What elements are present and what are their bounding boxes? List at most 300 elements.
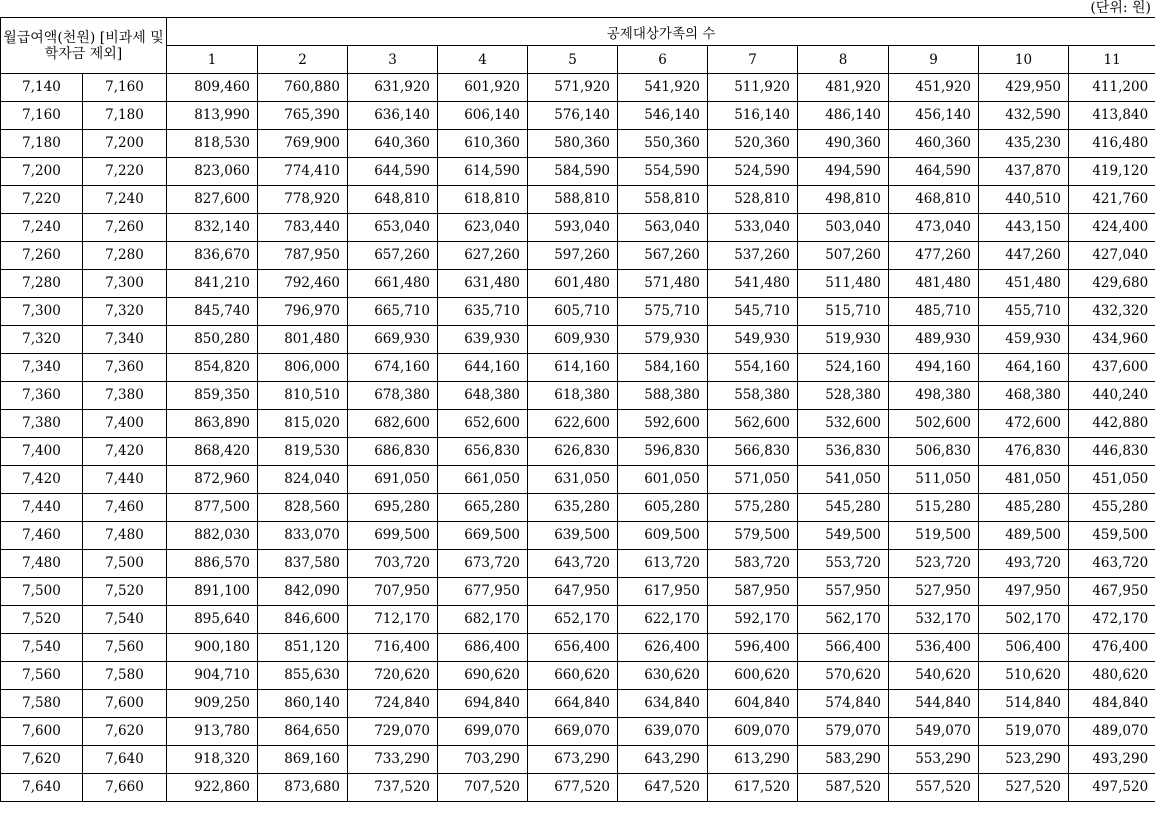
tax-amount-cell: 833,070 <box>258 522 348 550</box>
tax-amount-cell: 413,840 <box>1069 102 1155 130</box>
tax-amount-cell: 497,950 <box>979 578 1069 606</box>
tax-amount-cell: 511,480 <box>798 270 889 298</box>
tax-amount-cell: 864,650 <box>258 718 348 746</box>
tax-amount-cell: 562,600 <box>708 410 798 438</box>
tax-amount-cell: 519,500 <box>889 522 979 550</box>
tax-amount-cell: 643,290 <box>618 746 708 774</box>
tax-amount-cell: 836,670 <box>167 242 258 270</box>
tax-amount-cell: 605,710 <box>528 298 618 326</box>
tax-amount-cell: 467,950 <box>1069 578 1155 606</box>
tax-amount-cell: 455,280 <box>1069 494 1155 522</box>
tax-amount-cell: 434,960 <box>1069 326 1155 354</box>
tax-amount-cell: 541,920 <box>618 74 708 102</box>
range-to-cell: 7,480 <box>83 522 167 550</box>
table-row <box>1 550 1155 578</box>
range-to-cell: 7,340 <box>83 326 167 354</box>
tax-amount-cell: 506,400 <box>979 634 1069 662</box>
tax-amount-cell: 622,600 <box>528 410 618 438</box>
tax-amount-cell: 869,160 <box>258 746 348 774</box>
table-row <box>1 186 1155 214</box>
tax-amount-cell: 481,480 <box>889 270 979 298</box>
tax-amount-cell: 511,920 <box>708 74 798 102</box>
tax-amount-cell: 507,260 <box>798 242 889 270</box>
tax-amount-cell: 716,400 <box>348 634 438 662</box>
table-row <box>1 466 1155 494</box>
tax-amount-cell: 673,290 <box>528 746 618 774</box>
range-to-cell: 7,180 <box>83 102 167 130</box>
table-row <box>1 606 1155 634</box>
tax-amount-cell: 652,600 <box>438 410 528 438</box>
tax-amount-cell: 837,580 <box>258 550 348 578</box>
tax-amount-cell: 737,520 <box>348 774 438 802</box>
range-from-cell: 7,220 <box>1 186 83 214</box>
tax-amount-cell: 617,520 <box>708 774 798 802</box>
tax-amount-cell: 557,520 <box>889 774 979 802</box>
tax-amount-cell: 656,400 <box>528 634 618 662</box>
tax-amount-cell: 490,360 <box>798 130 889 158</box>
range-to-cell: 7,500 <box>83 550 167 578</box>
tax-amount-cell: 614,160 <box>528 354 618 382</box>
tax-amount-cell: 553,290 <box>889 746 979 774</box>
tax-amount-cell: 854,820 <box>167 354 258 382</box>
tax-amount-cell: 653,040 <box>348 214 438 242</box>
table-row <box>1 410 1155 438</box>
tax-amount-cell: 859,350 <box>167 382 258 410</box>
tax-amount-cell: 484,840 <box>1069 690 1155 718</box>
tax-amount-cell: 456,140 <box>889 102 979 130</box>
table-row <box>1 578 1155 606</box>
range-to-cell: 7,460 <box>83 494 167 522</box>
table-row <box>1 690 1155 718</box>
range-to-cell: 7,620 <box>83 718 167 746</box>
tax-amount-cell: 626,400 <box>618 634 708 662</box>
tax-amount-cell: 472,170 <box>1069 606 1155 634</box>
range-to-cell: 7,380 <box>83 382 167 410</box>
tax-amount-cell: 579,500 <box>708 522 798 550</box>
tax-amount-cell: 886,570 <box>167 550 258 578</box>
tax-amount-cell: 516,140 <box>708 102 798 130</box>
tax-amount-cell: 596,830 <box>618 438 708 466</box>
range-to-cell: 7,200 <box>83 130 167 158</box>
tax-amount-cell: 665,710 <box>348 298 438 326</box>
tax-amount-cell: 669,500 <box>438 522 528 550</box>
tax-amount-cell: 657,260 <box>348 242 438 270</box>
range-from-cell: 7,580 <box>1 690 83 718</box>
tax-amount-cell: 557,950 <box>798 578 889 606</box>
range-from-cell: 7,420 <box>1 466 83 494</box>
tax-amount-cell: 635,280 <box>528 494 618 522</box>
tax-amount-cell: 863,890 <box>167 410 258 438</box>
tax-amount-cell: 546,140 <box>618 102 708 130</box>
tax-amount-cell: 477,260 <box>889 242 979 270</box>
family-count-6: 6 <box>618 46 708 74</box>
tax-amount-cell: 460,360 <box>889 130 979 158</box>
tax-amount-cell: 411,200 <box>1069 74 1155 102</box>
tax-amount-cell: 647,950 <box>528 578 618 606</box>
family-count-header: 공제대상가족의 수 <box>167 18 1155 46</box>
tax-amount-cell: 601,480 <box>528 270 618 298</box>
range-to-cell: 7,440 <box>83 466 167 494</box>
tax-amount-cell: 609,070 <box>708 718 798 746</box>
withholding-tax-table <box>0 17 1155 802</box>
tax-amount-cell: 498,380 <box>889 382 979 410</box>
tax-amount-cell: 778,920 <box>258 186 348 214</box>
tax-amount-cell: 583,720 <box>708 550 798 578</box>
header-row-1 <box>1 18 1155 46</box>
tax-amount-cell: 455,710 <box>979 298 1069 326</box>
tax-amount-cell: 550,360 <box>618 130 708 158</box>
tax-amount-cell: 498,810 <box>798 186 889 214</box>
tax-amount-cell: 579,930 <box>618 326 708 354</box>
tax-amount-cell: 446,830 <box>1069 438 1155 466</box>
range-to-cell: 7,600 <box>83 690 167 718</box>
tax-amount-cell: 678,380 <box>348 382 438 410</box>
tax-amount-cell: 489,930 <box>889 326 979 354</box>
tax-amount-cell: 636,140 <box>348 102 438 130</box>
family-count-2: 2 <box>258 46 348 74</box>
tax-amount-cell: 661,480 <box>348 270 438 298</box>
tax-amount-cell: 626,830 <box>528 438 618 466</box>
family-count-10: 10 <box>979 46 1069 74</box>
range-to-cell: 7,360 <box>83 354 167 382</box>
tax-amount-cell: 502,600 <box>889 410 979 438</box>
tax-amount-cell: 476,400 <box>1069 634 1155 662</box>
tax-amount-cell: 846,600 <box>258 606 348 634</box>
tax-amount-cell: 536,830 <box>798 438 889 466</box>
header-row-2 <box>1 46 1155 74</box>
tax-amount-cell: 673,720 <box>438 550 528 578</box>
tax-amount-cell: 514,840 <box>979 690 1069 718</box>
tax-amount-cell: 485,710 <box>889 298 979 326</box>
tax-amount-cell: 494,590 <box>798 158 889 186</box>
tax-amount-cell: 918,320 <box>167 746 258 774</box>
tax-amount-cell: 618,810 <box>438 186 528 214</box>
tax-amount-cell: 690,620 <box>438 662 528 690</box>
tax-amount-cell: 877,500 <box>167 494 258 522</box>
table-row <box>1 270 1155 298</box>
tax-amount-cell: 567,260 <box>618 242 708 270</box>
family-count-7: 7 <box>708 46 798 74</box>
tax-amount-cell: 481,050 <box>979 466 1069 494</box>
tax-amount-cell: 549,930 <box>708 326 798 354</box>
tax-amount-cell: 592,600 <box>618 410 708 438</box>
tax-amount-cell: 635,710 <box>438 298 528 326</box>
tax-amount-cell: 524,160 <box>798 354 889 382</box>
tax-amount-cell: 593,040 <box>528 214 618 242</box>
tax-amount-cell: 451,480 <box>979 270 1069 298</box>
tax-amount-cell: 712,170 <box>348 606 438 634</box>
tax-amount-cell: 677,950 <box>438 578 528 606</box>
tax-amount-cell: 815,020 <box>258 410 348 438</box>
table-row <box>1 354 1155 382</box>
tax-amount-cell: 459,500 <box>1069 522 1155 550</box>
tax-amount-cell: 682,600 <box>348 410 438 438</box>
tax-amount-cell: 909,250 <box>167 690 258 718</box>
tax-amount-cell: 774,410 <box>258 158 348 186</box>
tax-amount-cell: 528,810 <box>708 186 798 214</box>
table-row <box>1 326 1155 354</box>
tax-amount-cell: 845,740 <box>167 298 258 326</box>
tax-amount-cell: 724,840 <box>348 690 438 718</box>
tax-amount-cell: 669,930 <box>348 326 438 354</box>
tax-amount-cell: 623,040 <box>438 214 528 242</box>
tax-amount-cell: 523,290 <box>979 746 1069 774</box>
range-from-cell: 7,320 <box>1 326 83 354</box>
tax-amount-cell: 447,260 <box>979 242 1069 270</box>
tax-amount-cell: 480,620 <box>1069 662 1155 690</box>
range-from-cell: 7,260 <box>1 242 83 270</box>
tax-amount-cell: 503,040 <box>798 214 889 242</box>
tax-amount-cell: 502,170 <box>979 606 1069 634</box>
tax-amount-cell: 472,600 <box>979 410 1069 438</box>
tax-amount-cell: 664,840 <box>528 690 618 718</box>
range-from-cell: 7,300 <box>1 298 83 326</box>
tax-amount-cell: 882,030 <box>167 522 258 550</box>
tax-amount-cell: 686,830 <box>348 438 438 466</box>
tax-amount-cell: 691,050 <box>348 466 438 494</box>
tax-amount-cell: 481,920 <box>798 74 889 102</box>
tax-amount-cell: 541,480 <box>708 270 798 298</box>
table-row <box>1 746 1155 774</box>
range-from-cell: 7,500 <box>1 578 83 606</box>
tax-amount-cell: 532,600 <box>798 410 889 438</box>
tax-amount-cell: 694,840 <box>438 690 528 718</box>
tax-amount-cell: 674,160 <box>348 354 438 382</box>
tax-amount-cell: 810,510 <box>258 382 348 410</box>
table-row <box>1 634 1155 662</box>
tax-amount-cell: 824,040 <box>258 466 348 494</box>
tax-amount-cell: 464,590 <box>889 158 979 186</box>
tax-amount-cell: 873,680 <box>258 774 348 802</box>
tax-amount-cell: 895,640 <box>167 606 258 634</box>
range-to-cell: 7,580 <box>83 662 167 690</box>
tax-amount-cell: 703,290 <box>438 746 528 774</box>
tax-amount-cell: 819,530 <box>258 438 348 466</box>
tax-amount-cell: 614,590 <box>438 158 528 186</box>
tax-amount-cell: 493,720 <box>979 550 1069 578</box>
tax-amount-cell: 442,880 <box>1069 410 1155 438</box>
tax-amount-cell: 792,460 <box>258 270 348 298</box>
table-row <box>1 214 1155 242</box>
tax-amount-cell: 451,920 <box>889 74 979 102</box>
table-row <box>1 74 1155 102</box>
tax-amount-cell: 913,780 <box>167 718 258 746</box>
tax-amount-cell: 575,280 <box>708 494 798 522</box>
tax-amount-cell: 519,070 <box>979 718 1069 746</box>
tax-amount-cell: 699,500 <box>348 522 438 550</box>
tax-amount-cell: 435,230 <box>979 130 1069 158</box>
tax-amount-cell: 566,400 <box>798 634 889 662</box>
tax-amount-cell: 571,920 <box>528 74 618 102</box>
tax-amount-cell: 545,710 <box>708 298 798 326</box>
tax-amount-cell: 523,720 <box>889 550 979 578</box>
table-row <box>1 662 1155 690</box>
tax-amount-cell: 427,040 <box>1069 242 1155 270</box>
range-to-cell: 7,240 <box>83 186 167 214</box>
tax-amount-cell: 729,070 <box>348 718 438 746</box>
tax-amount-cell: 660,620 <box>528 662 618 690</box>
tax-amount-cell: 613,290 <box>708 746 798 774</box>
range-to-cell: 7,640 <box>83 746 167 774</box>
tax-amount-cell: 600,620 <box>708 662 798 690</box>
tax-amount-cell: 562,170 <box>798 606 889 634</box>
range-from-cell: 7,480 <box>1 550 83 578</box>
tax-amount-cell: 669,070 <box>528 718 618 746</box>
tax-amount-cell: 576,140 <box>528 102 618 130</box>
tax-amount-cell: 783,440 <box>258 214 348 242</box>
tax-amount-cell: 463,720 <box>1069 550 1155 578</box>
tax-amount-cell: 828,560 <box>258 494 348 522</box>
tax-amount-cell: 476,830 <box>979 438 1069 466</box>
tax-amount-cell: 416,480 <box>1069 130 1155 158</box>
tax-amount-cell: 558,810 <box>618 186 708 214</box>
tax-amount-cell: 443,150 <box>979 214 1069 242</box>
range-from-cell: 7,460 <box>1 522 83 550</box>
range-from-cell: 7,520 <box>1 606 83 634</box>
table-row <box>1 382 1155 410</box>
tax-amount-cell: 601,920 <box>438 74 528 102</box>
tax-amount-cell: 519,930 <box>798 326 889 354</box>
tax-amount-cell: 609,930 <box>528 326 618 354</box>
tax-amount-cell: 510,620 <box>979 662 1069 690</box>
tax-amount-cell: 765,390 <box>258 102 348 130</box>
tax-amount-cell: 631,480 <box>438 270 528 298</box>
tax-amount-cell: 558,380 <box>708 382 798 410</box>
tax-amount-cell: 900,180 <box>167 634 258 662</box>
table-row <box>1 298 1155 326</box>
tax-amount-cell: 520,360 <box>708 130 798 158</box>
tax-amount-cell: 429,680 <box>1069 270 1155 298</box>
range-to-cell: 7,520 <box>83 578 167 606</box>
family-count-8: 8 <box>798 46 889 74</box>
tax-amount-cell: 506,830 <box>889 438 979 466</box>
tax-amount-cell: 533,040 <box>708 214 798 242</box>
tax-amount-cell: 451,050 <box>1069 466 1155 494</box>
tax-amount-cell: 587,950 <box>708 578 798 606</box>
tax-amount-cell: 527,520 <box>979 774 1069 802</box>
tax-amount-cell: 437,870 <box>979 158 1069 186</box>
tax-amount-cell: 437,600 <box>1069 354 1155 382</box>
range-from-cell: 7,380 <box>1 410 83 438</box>
tax-amount-cell: 580,360 <box>528 130 618 158</box>
range-from-cell: 7,340 <box>1 354 83 382</box>
table-row <box>1 102 1155 130</box>
tax-amount-cell: 583,290 <box>798 746 889 774</box>
table-row <box>1 438 1155 466</box>
tax-amount-cell: 537,260 <box>708 242 798 270</box>
range-from-cell: 7,560 <box>1 662 83 690</box>
tax-amount-cell: 699,070 <box>438 718 528 746</box>
tax-amount-cell: 622,170 <box>618 606 708 634</box>
tax-amount-cell: 891,100 <box>167 578 258 606</box>
range-from-cell: 7,160 <box>1 102 83 130</box>
tax-amount-cell: 432,320 <box>1069 298 1155 326</box>
tax-amount-cell: 904,710 <box>167 662 258 690</box>
tax-amount-cell: 604,840 <box>708 690 798 718</box>
tax-amount-cell: 801,480 <box>258 326 348 354</box>
tax-amount-cell: 596,400 <box>708 634 798 662</box>
tax-amount-cell: 601,050 <box>618 466 708 494</box>
tax-amount-cell: 554,590 <box>618 158 708 186</box>
tax-amount-cell: 860,140 <box>258 690 348 718</box>
range-to-cell: 7,320 <box>83 298 167 326</box>
tax-amount-cell: 553,720 <box>798 550 889 578</box>
tax-amount-cell: 421,760 <box>1069 186 1155 214</box>
tax-amount-cell: 549,500 <box>798 522 889 550</box>
tax-amount-cell: 549,070 <box>889 718 979 746</box>
tax-amount-cell: 515,280 <box>889 494 979 522</box>
tax-amount-cell: 527,950 <box>889 578 979 606</box>
tax-amount-cell: 609,500 <box>618 522 708 550</box>
family-count-9: 9 <box>889 46 979 74</box>
tax-amount-cell: 468,380 <box>979 382 1069 410</box>
table-row <box>1 494 1155 522</box>
tax-amount-cell: 760,880 <box>258 74 348 102</box>
range-from-cell: 7,620 <box>1 746 83 774</box>
tax-amount-cell: 563,040 <box>618 214 708 242</box>
tax-amount-cell: 584,160 <box>618 354 708 382</box>
tax-amount-cell: 665,280 <box>438 494 528 522</box>
tax-amount-cell: 922,860 <box>167 774 258 802</box>
tax-amount-cell: 486,140 <box>798 102 889 130</box>
table-row <box>1 522 1155 550</box>
range-from-cell: 7,400 <box>1 438 83 466</box>
tax-amount-cell: 464,160 <box>979 354 1069 382</box>
tax-amount-cell: 640,360 <box>348 130 438 158</box>
tax-amount-cell: 511,050 <box>889 466 979 494</box>
tax-amount-cell: 707,520 <box>438 774 528 802</box>
tax-amount-cell: 544,840 <box>889 690 979 718</box>
tax-amount-cell: 587,520 <box>798 774 889 802</box>
tax-amount-cell: 639,070 <box>618 718 708 746</box>
tax-amount-cell: 524,590 <box>708 158 798 186</box>
tax-amount-cell: 571,480 <box>618 270 708 298</box>
tax-amount-cell: 656,830 <box>438 438 528 466</box>
family-count-5: 5 <box>528 46 618 74</box>
tax-amount-cell: 592,170 <box>708 606 798 634</box>
table-row <box>1 242 1155 270</box>
range-to-cell: 7,260 <box>83 214 167 242</box>
tax-amount-cell: 648,810 <box>348 186 438 214</box>
tax-amount-cell: 424,400 <box>1069 214 1155 242</box>
tax-amount-cell: 597,260 <box>528 242 618 270</box>
tax-amount-cell: 497,520 <box>1069 774 1155 802</box>
tax-amount-cell: 584,590 <box>528 158 618 186</box>
tax-amount-cell: 686,400 <box>438 634 528 662</box>
tax-amount-cell: 682,170 <box>438 606 528 634</box>
tax-amount-cell: 631,920 <box>348 74 438 102</box>
tax-amount-cell: 613,720 <box>618 550 708 578</box>
tax-amount-cell: 703,720 <box>348 550 438 578</box>
tax-amount-cell: 473,040 <box>889 214 979 242</box>
unit-note: (단위: 원) <box>1090 0 1151 16</box>
range-to-cell: 7,560 <box>83 634 167 662</box>
table-row <box>1 774 1155 802</box>
table-header <box>1 18 1155 74</box>
tax-amount-cell: 630,620 <box>618 662 708 690</box>
tax-amount-cell: 832,140 <box>167 214 258 242</box>
range-to-cell: 7,420 <box>83 438 167 466</box>
tax-amount-cell: 617,950 <box>618 578 708 606</box>
family-count-3: 3 <box>348 46 438 74</box>
tax-amount-cell: 566,830 <box>708 438 798 466</box>
tax-amount-cell: 574,840 <box>798 690 889 718</box>
range-from-cell: 7,280 <box>1 270 83 298</box>
table-row <box>1 130 1155 158</box>
tax-amount-cell: 868,420 <box>167 438 258 466</box>
range-from-cell: 7,360 <box>1 382 83 410</box>
tax-amount-cell: 536,400 <box>889 634 979 662</box>
